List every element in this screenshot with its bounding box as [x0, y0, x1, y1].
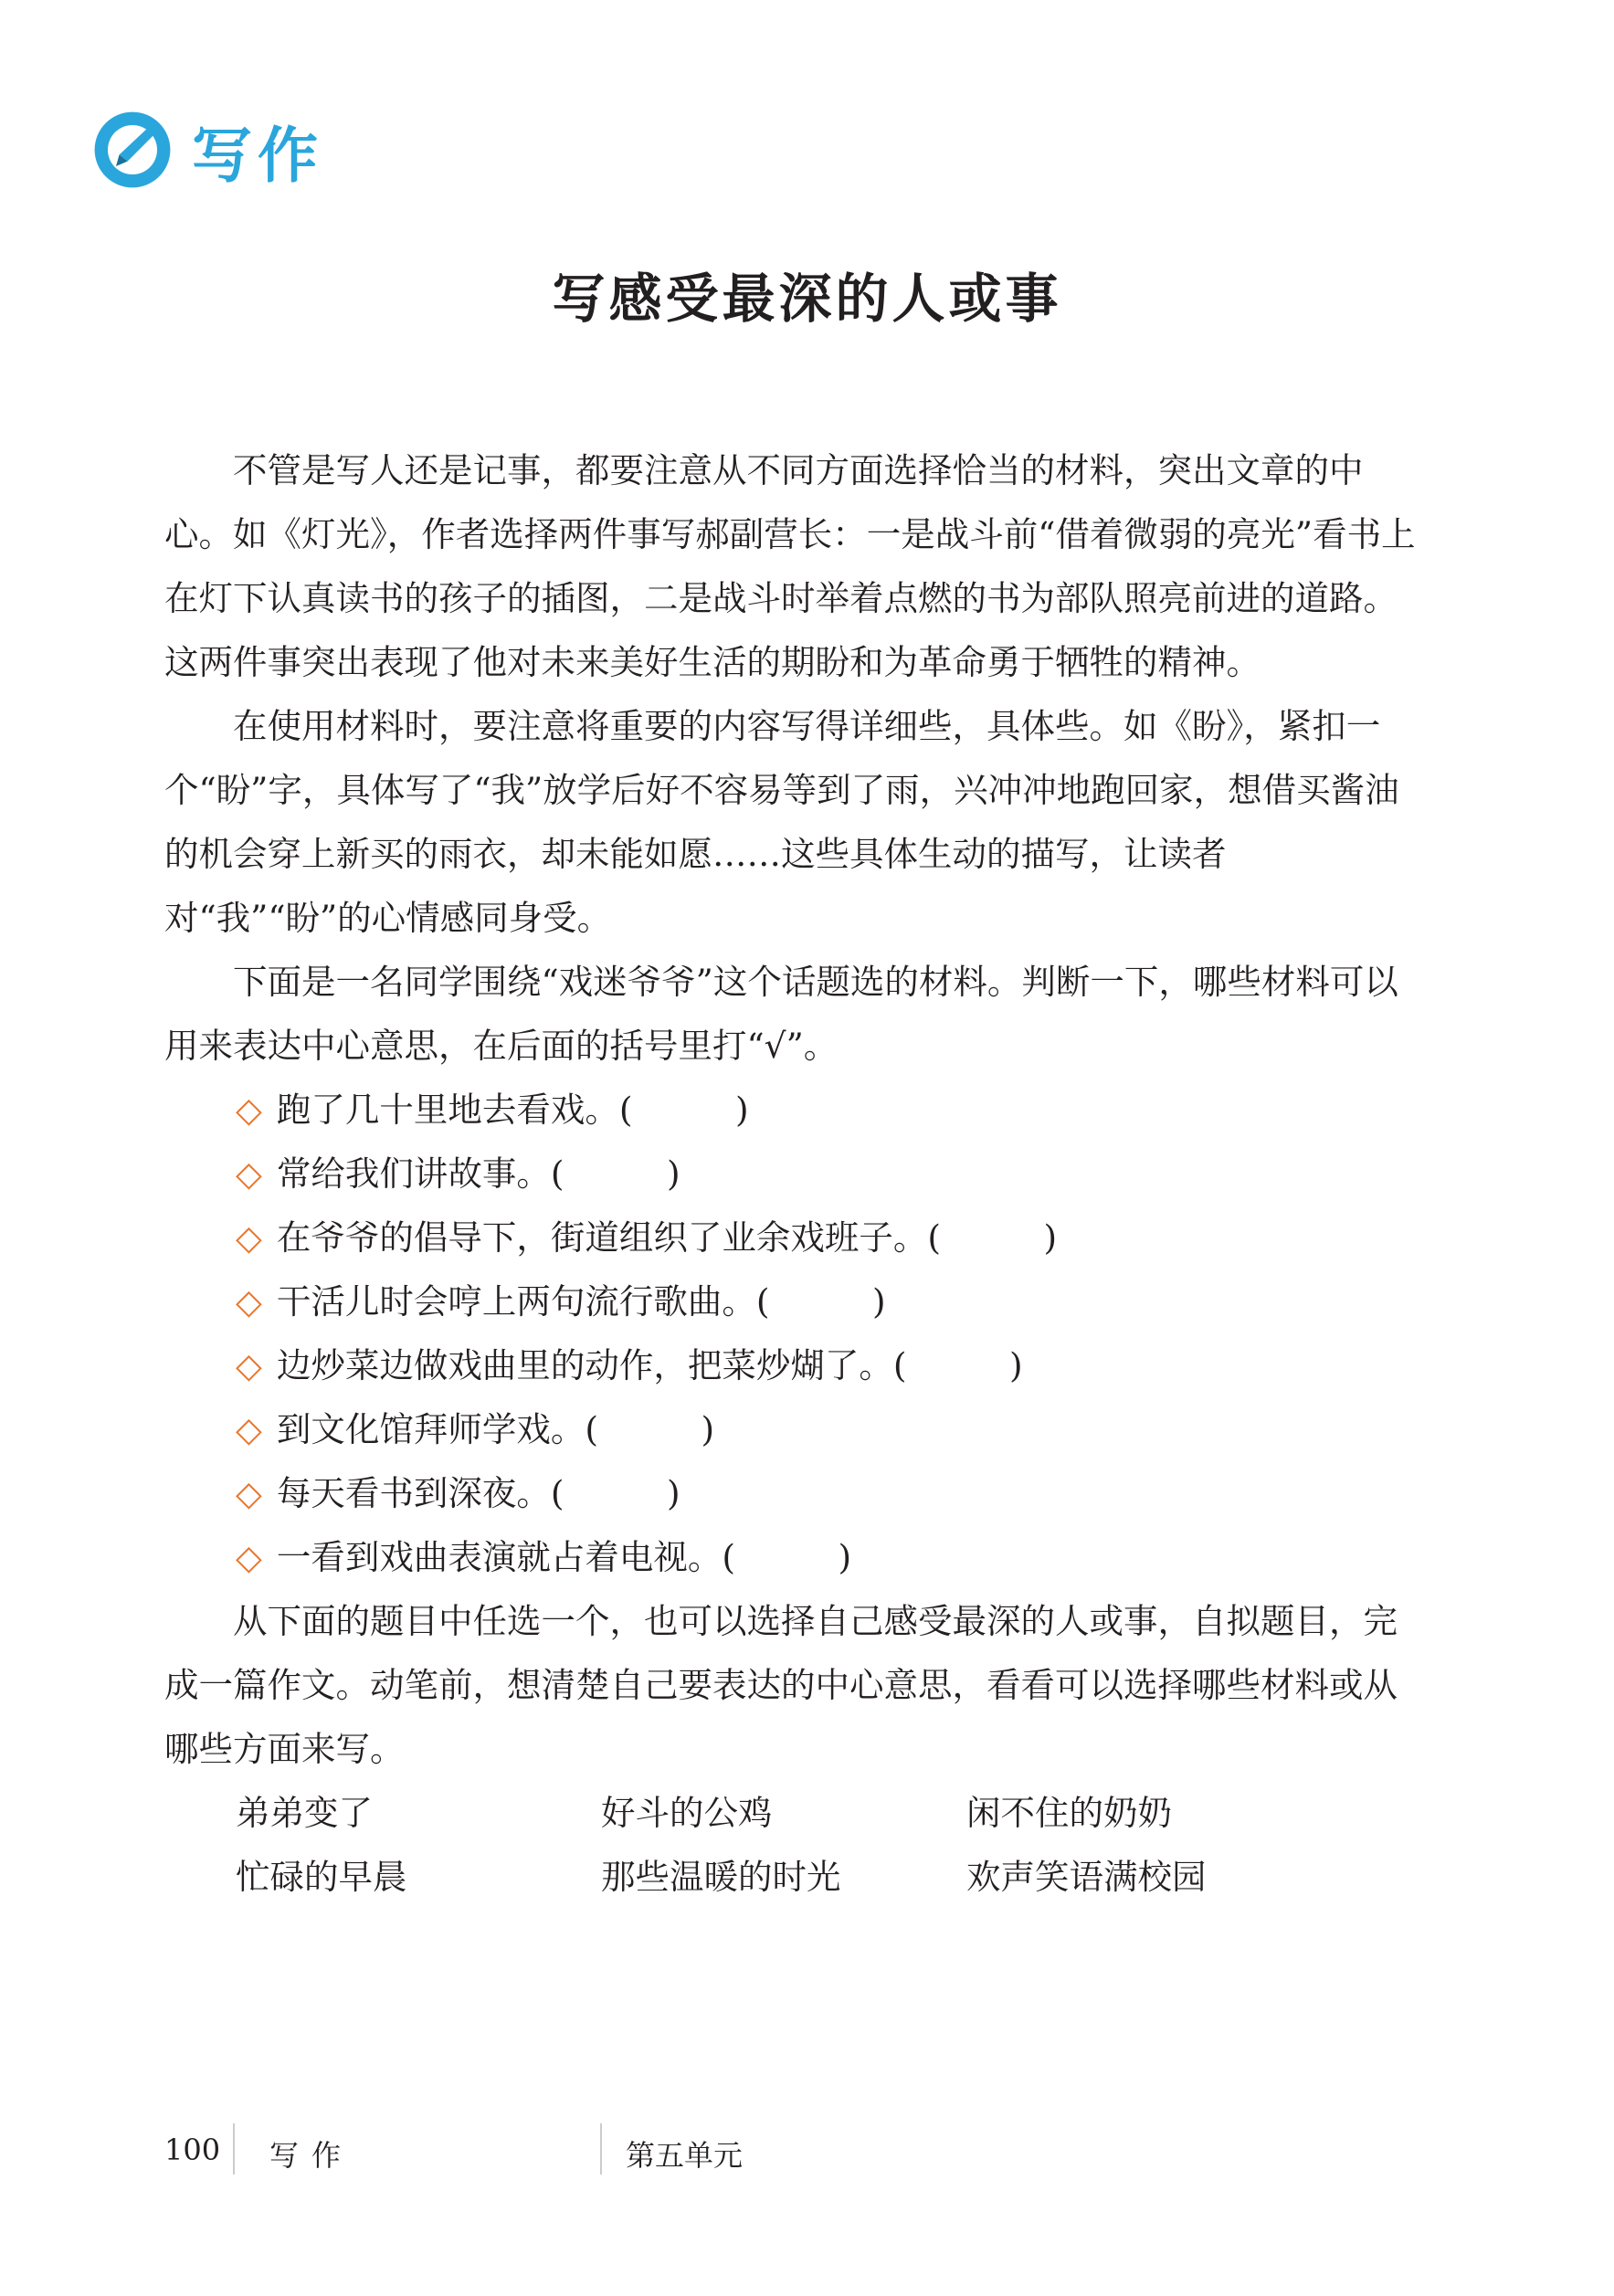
option-item: ◇ 跑了几十里地去看戏。( ) [236, 1090, 749, 1130]
topic-item: 欢声笑语满校园 [966, 1857, 1207, 1897]
topic-item: 好斗的公鸡 [601, 1793, 773, 1833]
diamond-icon: ◇ [236, 1153, 262, 1194]
page-footer [164, 2123, 1443, 2178]
material-options [164, 1078, 1416, 1589]
option-item: ◇ 每天看书到深夜。( ) [236, 1473, 680, 1513]
option-item: ◇ 一看到戏曲表演就占着电视。( ) [236, 1537, 852, 1577]
footer-divider [600, 2123, 602, 2175]
page-number: 100 [164, 2133, 221, 2167]
unit-label: 第五单元 [626, 2138, 744, 2173]
pen-circle-icon [91, 109, 174, 191]
diamond-icon: ◇ [236, 1345, 262, 1385]
diamond-icon: ◇ [236, 1473, 262, 1513]
closing-paragraph: 从下面的题目中任选一个，也可以选择自己感受最深的人或事，自拟题目，完成一篇作文。动笔前，想清楚自己要表达的中心意思，看看可以选择哪些材料或从哪些方面来写。 [164, 1601, 1398, 1769]
topic-item: 弟弟变了 [236, 1793, 373, 1833]
paragraph: 不管是写人还是记事，都要注意从不同方面选择恰当的材料，突出文章的中心。如《灯光》，作者选择两件事写郝副营长：一是战斗前“借着微弱的亮光”看书上在灯下认真读书的孩子的插图，二是战斗时举着点燃的书为部队照亮前进的道路。这两件事突出表现了他对未来美好生活的期盼和为革命勇于牺牲的精神。 [164, 450, 1416, 682]
running-title: 写作 [269, 2138, 354, 2173]
option-item: ◇ 边炒菜边做戏曲里的动作，把菜炒煳了。( ) [236, 1345, 1023, 1385]
option-item: ◇ 干活儿时会哼上两句流行歌曲。( ) [236, 1281, 886, 1322]
diamond-icon: ◇ [236, 1281, 262, 1322]
paragraph: 在使用材料时，要注意将重要的内容写得详细些，具体些。如《盼》，紧扣一个“盼”字，具体写了“我”放学后好不容易等到了雨，兴冲冲地跑回家，想借买酱油的机会穿上新买的雨衣，却未能如愿……这些具体生动的描写，让读者对“我”“盼”的心情感同身受。 [164, 706, 1399, 938]
article-body [164, 438, 1416, 1909]
option-item: ◇ 到文化馆拜师学戏。( ) [236, 1409, 715, 1449]
footer-divider [233, 2123, 235, 2175]
section-title: 写作 [192, 120, 323, 191]
section-header [91, 108, 323, 192]
page-title: 写感受最深的人或事 [552, 268, 1062, 330]
topic-item: 那些温暖的时光 [601, 1857, 841, 1897]
diamond-icon: ◇ [236, 1090, 262, 1130]
topic-item: 闲不住的奶奶 [966, 1793, 1172, 1833]
diamond-icon: ◇ [236, 1217, 262, 1258]
option-item: ◇ 在爷爷的倡导下，街道组织了业余戏班子。( ) [236, 1217, 1058, 1258]
topic-item: 忙碌的早晨 [236, 1857, 407, 1897]
diamond-icon: ◇ [236, 1409, 262, 1449]
option-item: ◇ 常给我们讲故事。( ) [236, 1153, 680, 1194]
diamond-icon: ◇ [236, 1537, 262, 1577]
topic-list [164, 1781, 1416, 1909]
paragraph: 下面是一名同学围绕“戏迷爷爷”这个话题选的材料。判断一下，哪些材料可以用来表达中心意思，在后面的括号里打“√”。 [164, 962, 1398, 1066]
